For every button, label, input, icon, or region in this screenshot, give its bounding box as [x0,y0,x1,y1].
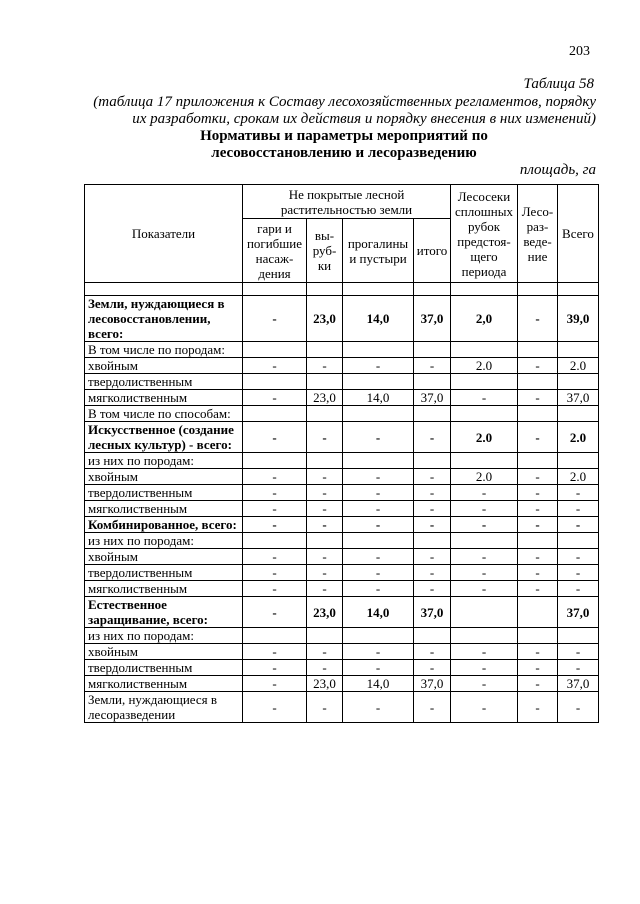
cell-value: - [243,597,307,628]
cell-value: 37,0 [414,597,451,628]
cell-value: - [343,581,414,597]
cell-value: 37,0 [414,390,451,406]
cell-value [414,406,451,422]
cell-value: - [307,501,343,517]
cell-value: 37,0 [558,597,599,628]
cell-value: - [307,517,343,533]
cell-value: - [343,549,414,565]
cell-value: - [451,692,518,723]
cell-value: - [558,692,599,723]
cell-value [307,374,343,390]
row-label: твердолиственным [85,565,243,581]
cell-value: - [243,390,307,406]
cell-value [414,453,451,469]
cell-value [243,406,307,422]
cell-value: - [343,565,414,581]
cell-value: - [558,565,599,581]
cell-value: 37,0 [414,296,451,342]
row-label: твердолиственным [85,485,243,501]
cell-value: - [518,501,558,517]
table-row [85,374,599,390]
table-title [84,128,604,162]
cell-value: - [451,549,518,565]
cell-value: - [307,660,343,676]
cell-value: - [414,422,451,453]
cell-value: - [307,485,343,501]
header-glades: прогалины и пустыри [343,219,414,283]
cell-value [518,628,558,644]
cell-value: - [518,390,558,406]
table-row [85,296,599,342]
cell-value [243,374,307,390]
cell-value: - [243,501,307,517]
cell-value: - [451,517,518,533]
cell-value [451,628,518,644]
cell-value [451,453,518,469]
table-row [85,501,599,517]
row-label: Искусственное (создание лесных культур) - всего: [85,422,243,453]
table-row [85,676,599,692]
cell-value: - [307,644,343,660]
cell-value: - [343,469,414,485]
cell-value: - [243,517,307,533]
table-number: Таблица 58 [523,76,594,92]
cell-value: - [343,485,414,501]
cell-value [558,533,599,549]
cell-value: - [558,660,599,676]
cell-value: - [307,469,343,485]
cell-value: - [307,565,343,581]
cell-value: - [414,549,451,565]
cell-value: - [558,581,599,597]
header-subtotal: итого [414,219,451,283]
cell-value [558,453,599,469]
cell-value [558,342,599,358]
cell-value [451,406,518,422]
cell-value: 14,0 [343,296,414,342]
cell-value [243,453,307,469]
cell-value: - [343,692,414,723]
cell-value [558,374,599,390]
cell-value [243,533,307,549]
row-label: хвойным [85,549,243,565]
cell-value: 23,0 [307,390,343,406]
row-label: Комбинированное, всего: [85,517,243,533]
cell-value: - [243,549,307,565]
cell-value: - [558,501,599,517]
cell-value [414,533,451,549]
cell-value: 2.0 [451,422,518,453]
header-total: Всего [558,185,599,283]
table-row [85,597,599,628]
cell-value: - [451,581,518,597]
cell-value [518,597,558,628]
header-indicator: Показатели [85,185,243,283]
row-label: хвойным [85,644,243,660]
cell-value [518,533,558,549]
cell-value: - [243,692,307,723]
cell-value: 2.0 [558,358,599,374]
cell-value: - [307,692,343,723]
table-row [85,422,599,453]
cell-value: 23,0 [307,676,343,692]
table-row [85,406,599,422]
cell-value: - [518,565,558,581]
cell-value: - [243,422,307,453]
cell-value: - [243,485,307,501]
cell-value: - [343,660,414,676]
cell-value [243,628,307,644]
cell-value [307,533,343,549]
cell-value: - [451,644,518,660]
table-row [85,581,599,597]
cell-value: - [451,501,518,517]
cell-value: - [518,581,558,597]
table-row [85,358,599,374]
cell-value: - [243,469,307,485]
header-afforestation: Лесо-раз-веде-ние [518,185,558,283]
header-cutover: вы-руб-ки [307,219,343,283]
page-number: 203 [569,44,590,59]
row-label: мягколиственным [85,581,243,597]
cell-value [451,374,518,390]
cell-value: 39,0 [558,296,599,342]
table-row [85,660,599,676]
table-row [85,692,599,723]
row-label: Земли, нуждающиеся в лесоразведении [85,692,243,723]
cell-value: - [518,676,558,692]
cell-value: - [518,469,558,485]
cell-value: 23,0 [307,597,343,628]
cell-value: 23,0 [307,296,343,342]
cell-value [451,597,518,628]
cell-value: 37,0 [558,676,599,692]
cell-value: - [518,549,558,565]
cell-value [343,533,414,549]
cell-value: - [414,469,451,485]
row-label: В том числе по способам: [85,406,243,422]
cell-value: - [518,358,558,374]
cell-value: - [414,501,451,517]
cell-value [558,628,599,644]
row-label: мягколиственным [85,501,243,517]
table-row [85,469,599,485]
cell-value: - [451,565,518,581]
cell-value [451,533,518,549]
cell-value: - [558,485,599,501]
cell-value: 14,0 [343,676,414,692]
cell-value: - [518,485,558,501]
cell-value [451,342,518,358]
row-label: из них по породам: [85,533,243,549]
cell-value: 37,0 [558,390,599,406]
cell-value [414,342,451,358]
cell-value: - [243,660,307,676]
table-row [85,390,599,406]
cell-value [518,406,558,422]
row-label: мягколиственным [85,390,243,406]
table-row [85,453,599,469]
cell-value [343,406,414,422]
cell-value: - [518,692,558,723]
cell-value [558,406,599,422]
cell-value: - [307,549,343,565]
cell-value: - [558,517,599,533]
cell-value: - [518,660,558,676]
cell-value: - [343,517,414,533]
cell-value: - [414,644,451,660]
cell-value: - [414,692,451,723]
cell-value: 14,0 [343,597,414,628]
cell-value: 37,0 [414,676,451,692]
cell-value [307,342,343,358]
cell-value [518,342,558,358]
row-label: из них по породам: [85,628,243,644]
cell-value: - [307,422,343,453]
cell-value: - [518,296,558,342]
table-row [85,342,599,358]
cell-value: - [414,660,451,676]
table-row [85,565,599,581]
row-label: В том числе по породам: [85,342,243,358]
cell-value: - [414,517,451,533]
cell-value: - [451,390,518,406]
cell-value: - [243,358,307,374]
header-burned: гари и погибшие насаж-дения [243,219,307,283]
cell-value: - [518,644,558,660]
table-row [85,549,599,565]
header-not-covered: Не покрытые лесной растительностью земли [243,185,451,219]
cell-value: - [518,517,558,533]
title-line-1: Нормативы и параметры мероприятий по [200,128,488,144]
table-row [85,628,599,644]
row-label: Естественное заращивание, всего: [85,597,243,628]
cell-value: - [414,485,451,501]
cell-value: 2.0 [451,469,518,485]
row-label: твердолиственным [85,374,243,390]
cell-value: - [343,501,414,517]
cell-value [343,628,414,644]
cell-value [518,374,558,390]
cell-value: 2.0 [451,358,518,374]
cell-value: - [243,296,307,342]
cell-value: - [414,581,451,597]
cell-value: - [518,422,558,453]
spacer-row [85,283,599,296]
row-label: хвойным [85,469,243,485]
cell-value [414,628,451,644]
cell-value: - [307,358,343,374]
table-subtitle: (таблица 17 приложения к Составу лесохозяйственных регламентов, порядку их разработки, срокам их действия и порядку внесения в них изменений) [93,94,596,127]
row-label: твердолиственным [85,660,243,676]
cell-value [243,342,307,358]
cell-value: - [343,358,414,374]
cell-value: - [243,676,307,692]
table-row [85,644,599,660]
cell-value [518,453,558,469]
cell-value [307,406,343,422]
cell-value: - [307,581,343,597]
cell-value: - [414,565,451,581]
cell-value: - [451,676,518,692]
row-label: Земли, нуждающиеся в лесовосстановлении, всего: [85,296,243,342]
row-label: хвойным [85,358,243,374]
cell-value: - [243,644,307,660]
cell-value [343,342,414,358]
cell-value [414,374,451,390]
table-row [85,533,599,549]
cell-value: 2.0 [558,469,599,485]
cell-value: - [414,358,451,374]
cell-value: - [558,644,599,660]
cell-value: 2,0 [451,296,518,342]
cell-value: - [243,581,307,597]
table-row [85,485,599,501]
cell-value [343,374,414,390]
units-label: площадь, га [519,162,596,178]
row-label: мягколиственным [85,676,243,692]
cell-value: 2.0 [558,422,599,453]
cell-value: - [343,644,414,660]
cell-value: - [243,565,307,581]
row-label: из них по породам: [85,453,243,469]
norms-table [84,184,599,723]
cell-value: - [451,485,518,501]
cell-value [343,453,414,469]
cell-value: - [343,422,414,453]
cell-value [307,453,343,469]
title-line-2: лесовосстановлению и лесоразведению [211,145,477,161]
cell-value: - [558,549,599,565]
header-clearcut: Лесосеки сплошных рубок предстоя-щего периода [451,185,518,283]
cell-value: 14,0 [343,390,414,406]
cell-value [307,628,343,644]
table-row [85,517,599,533]
cell-value: - [451,660,518,676]
